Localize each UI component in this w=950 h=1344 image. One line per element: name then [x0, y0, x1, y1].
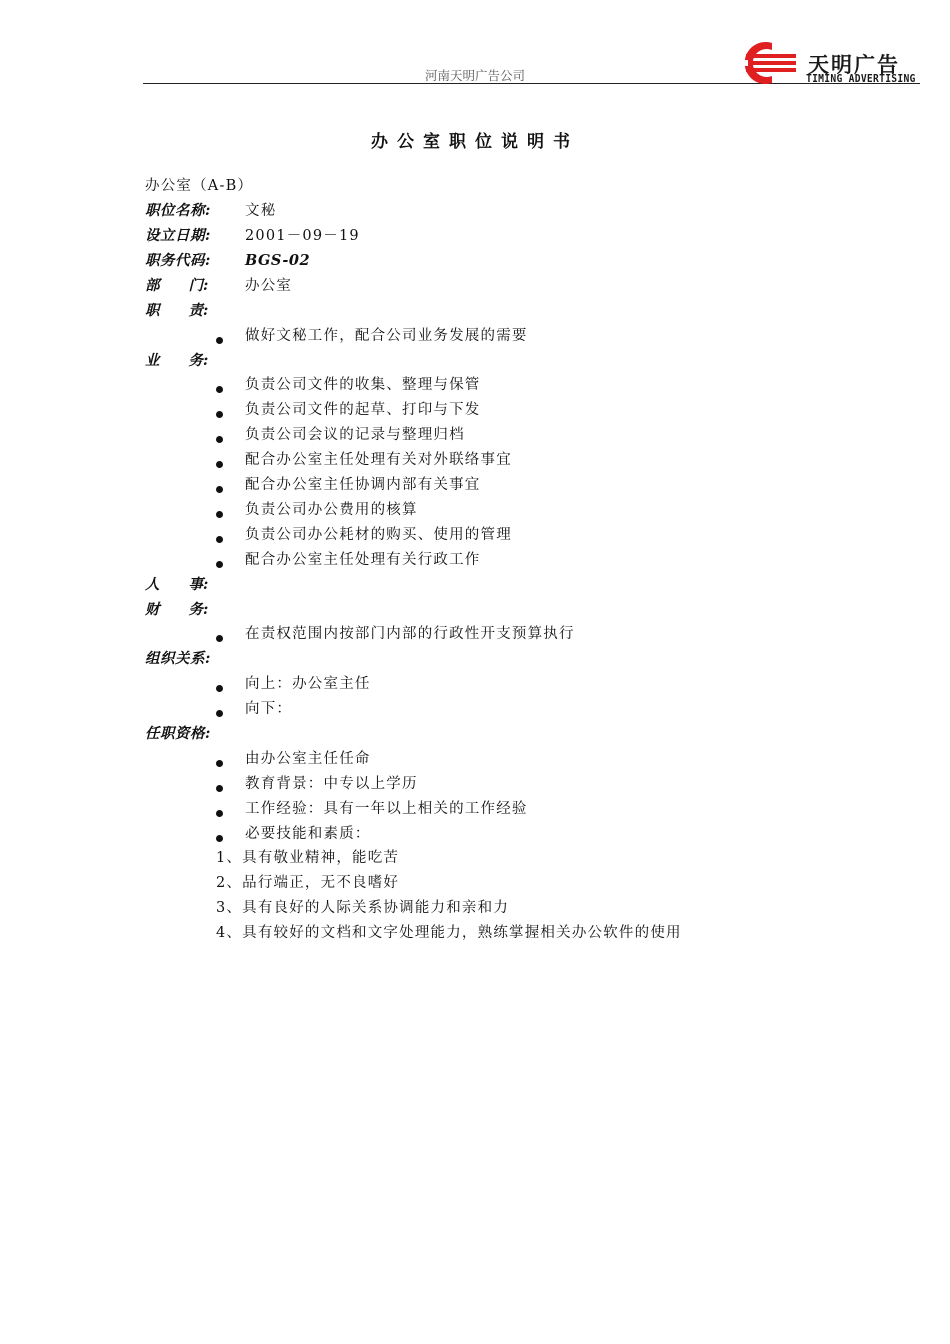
logo-chinese-text: 天明广告 — [808, 53, 900, 77]
bullet-icon — [216, 810, 223, 817]
bullet-icon — [216, 685, 223, 692]
bullet-icon — [216, 511, 223, 518]
bullet-icon — [216, 835, 223, 842]
business-label: 业 务: — [145, 352, 209, 369]
bullet-icon — [216, 561, 223, 568]
qual-label: 任职资格: — [145, 725, 211, 742]
duty-label: 职 责: — [145, 302, 209, 319]
bullet-icon — [216, 386, 223, 393]
bullet-icon — [216, 635, 223, 642]
date-label: 设立日期: — [145, 227, 211, 244]
department-line — [145, 275, 292, 297]
code-value: BGS-02 — [245, 252, 311, 269]
bullet-icon — [216, 486, 223, 493]
bullet-icon — [216, 436, 223, 443]
org-heading — [145, 648, 245, 670]
department-value: 办公室 — [245, 278, 293, 294]
skill-item: 1、具有敬业精神，能吃苦 — [216, 850, 400, 866]
business-heading — [145, 350, 245, 372]
code-line — [145, 250, 310, 272]
personnel-heading — [145, 574, 245, 596]
qual-heading — [145, 723, 245, 745]
logo-english-text: TIMING ADVERTISING — [806, 73, 916, 85]
header-company-name: 河南天明广告公司 — [424, 68, 525, 83]
dept-code-line — [145, 175, 253, 197]
date-value: 2001－09－19 — [245, 228, 360, 244]
bullet-icon — [216, 785, 223, 792]
code-label: 职务代码: — [145, 252, 211, 269]
skill-item: 4、具有较好的文档和文字处理能力，熟练掌握相关办公软件的使用 — [216, 925, 682, 941]
dept-code: 办公室（A-B） — [145, 178, 254, 194]
position-label: 职位名称: — [145, 202, 211, 219]
position-value: 文秘 — [245, 203, 277, 219]
finance-label: 财 务: — [145, 601, 209, 618]
personnel-label: 人 事: — [145, 576, 209, 593]
bullet-icon — [216, 710, 223, 717]
bullet-icon — [216, 461, 223, 468]
org-label: 组织关系: — [145, 650, 211, 667]
document-title: 办公室职位说明书 — [371, 132, 579, 152]
company-logo — [730, 40, 930, 90]
position-line — [145, 200, 276, 222]
logo-mark-icon — [730, 40, 810, 86]
bullet-icon — [216, 536, 223, 543]
skill-item: 3、具有良好的人际关系协调能力和亲和力 — [216, 900, 510, 916]
date-line — [145, 225, 360, 247]
bullet-icon — [216, 337, 223, 344]
finance-heading — [145, 599, 245, 621]
duty-heading — [145, 300, 245, 322]
bullet-icon — [216, 760, 223, 767]
skill-item: 2、品行端正，无不良嗜好 — [216, 875, 400, 891]
department-label: 部 门: — [145, 277, 209, 294]
bullet-icon — [216, 411, 223, 418]
